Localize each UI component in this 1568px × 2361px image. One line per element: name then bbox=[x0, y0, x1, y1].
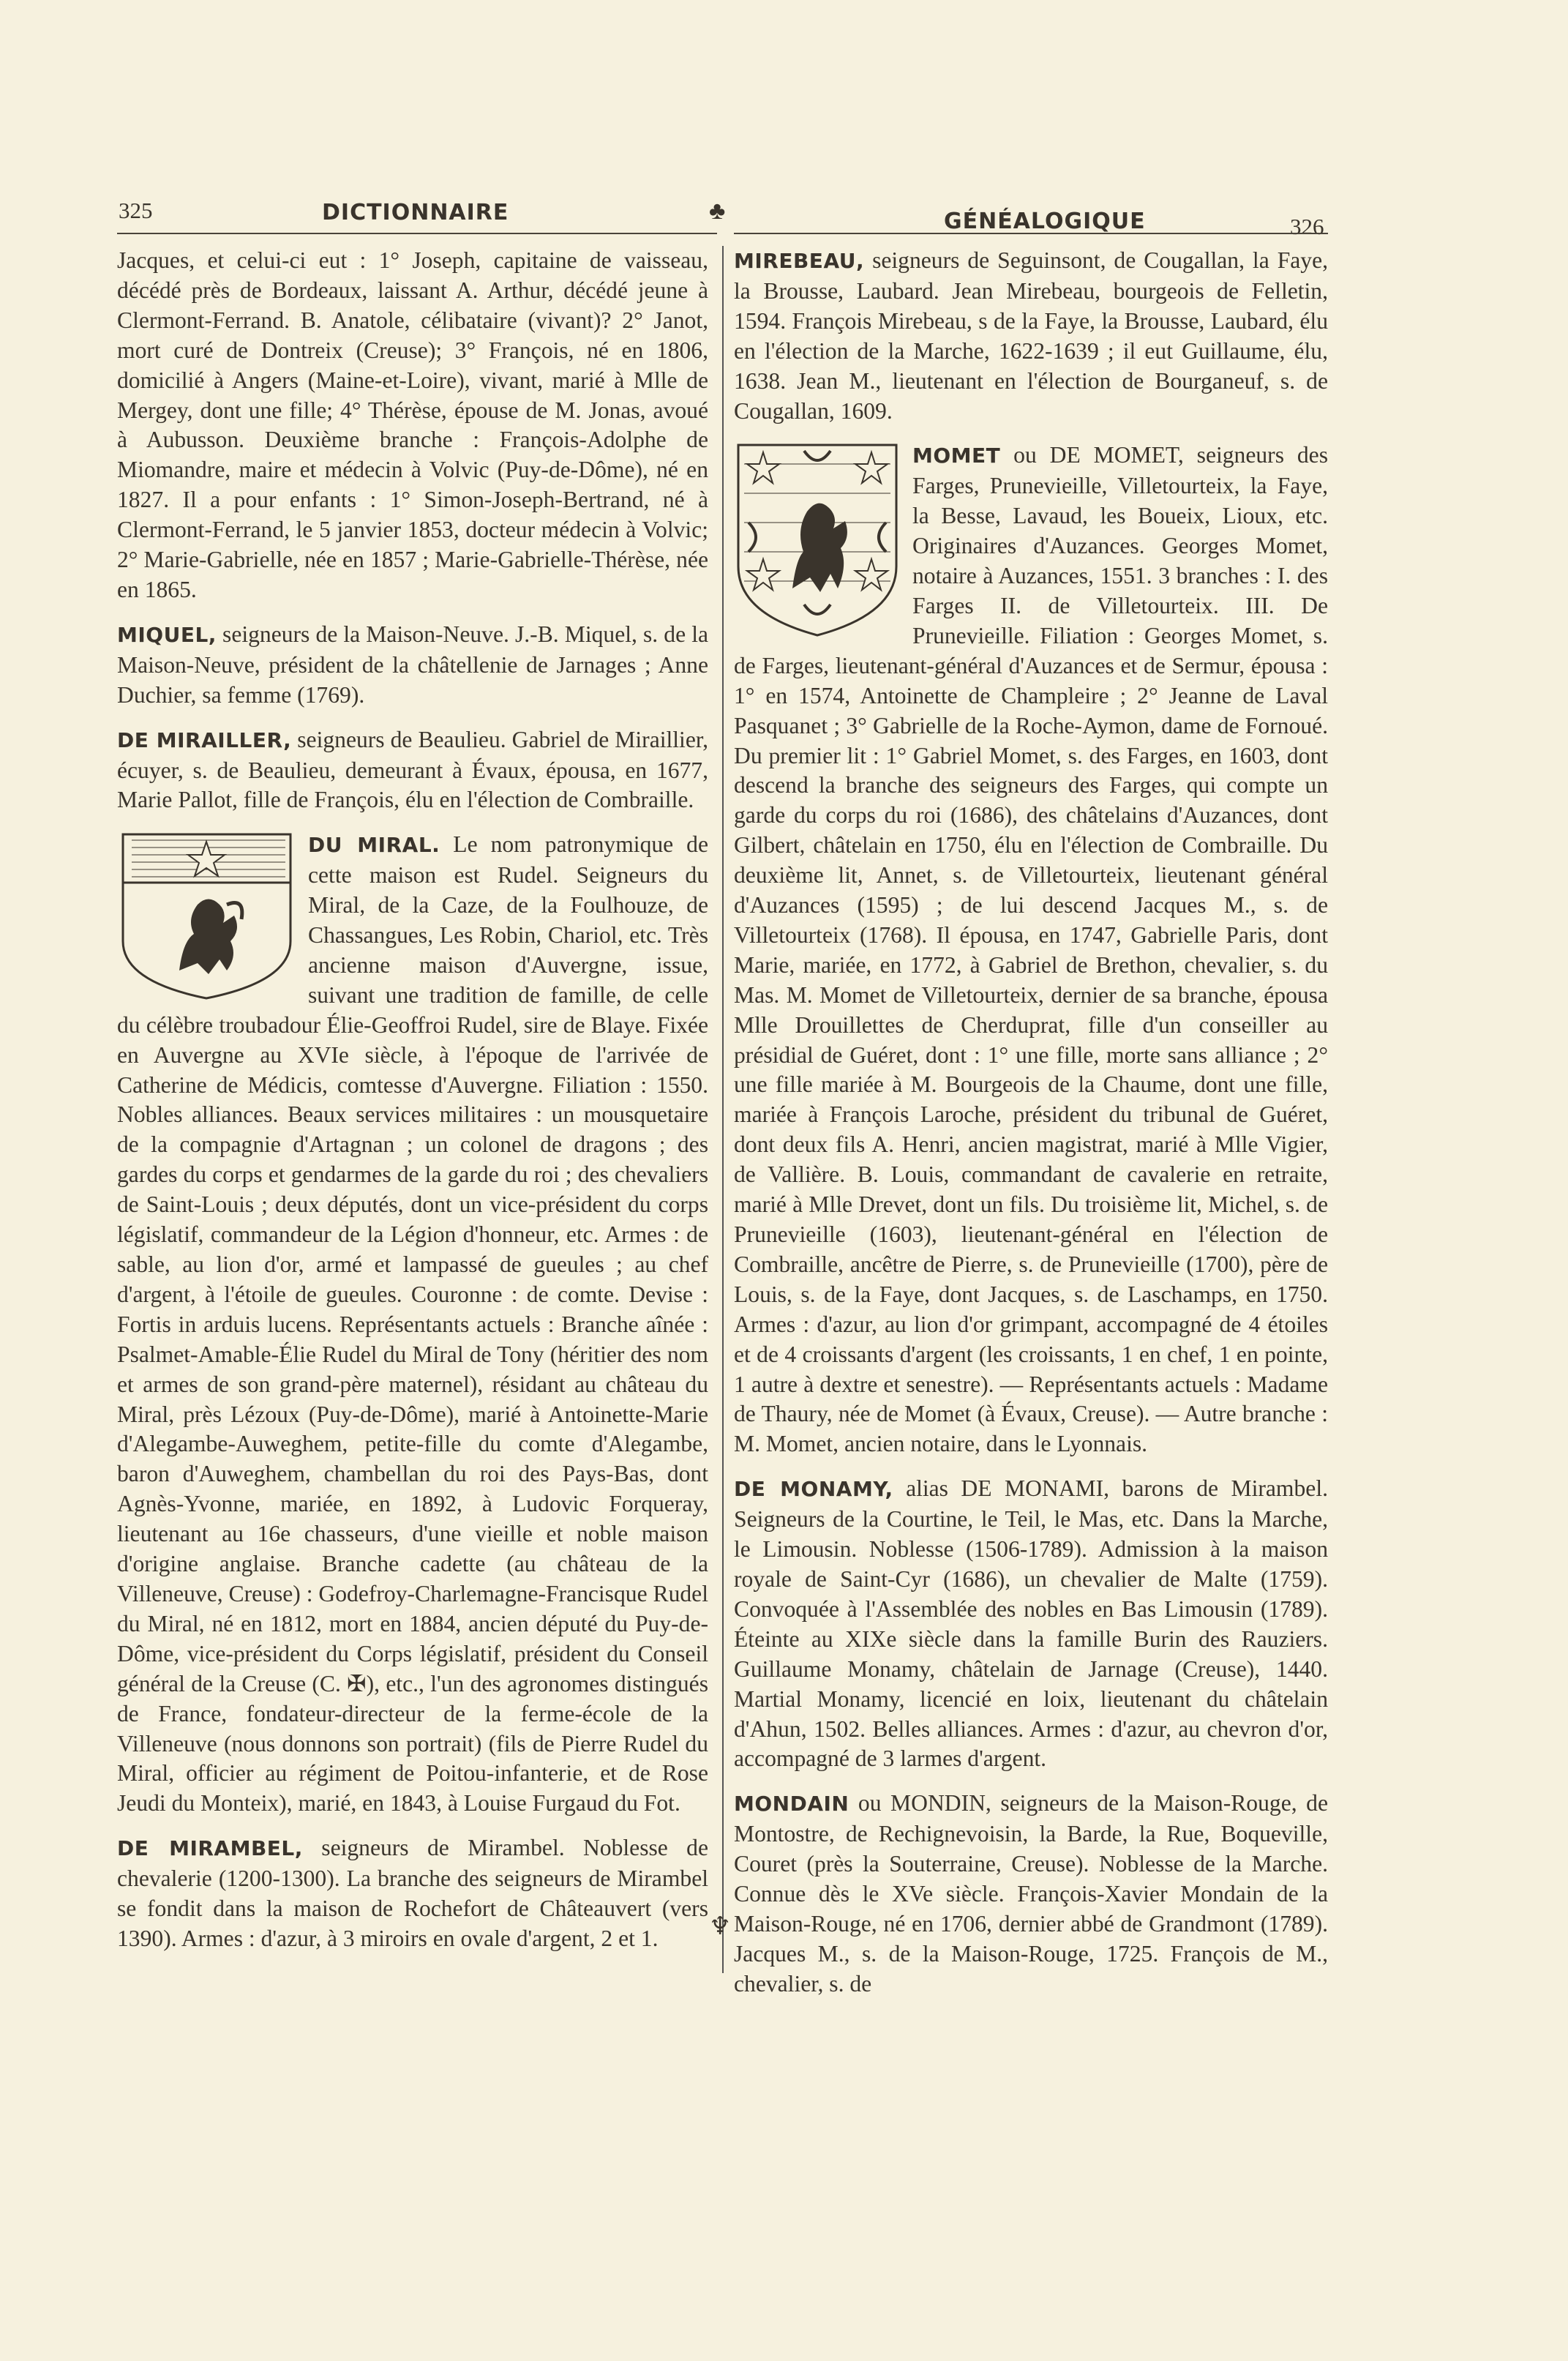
entry-name: MIREBEAU, bbox=[734, 249, 865, 273]
entry-de-mirambel bbox=[117, 1833, 708, 1954]
entry-name: DE MIRAMBEL, bbox=[117, 1836, 303, 1861]
entry-mondain bbox=[734, 1789, 1328, 1999]
entry-de-mirailler bbox=[117, 725, 708, 816]
bottom-ornament: ♆ bbox=[709, 1913, 732, 1940]
header-rule-left bbox=[117, 233, 717, 234]
coat-of-arms-momet bbox=[734, 442, 901, 638]
entry-name: DE MONAMY, bbox=[734, 1477, 893, 1502]
entry-mirebeau bbox=[734, 246, 1328, 426]
left-running-title: DICTIONNAIRE bbox=[322, 200, 509, 225]
entry-miomandre-continued bbox=[117, 246, 708, 605]
entry-text: ou DE MOMET, seigneurs des Farges, Prunevieille, Villetourteix, la Faye, la Besse, Lavaud, les Boueix, Lioux, etc. Originaires d'Auzances. Georges Momet, notaire à Auzances, 1551. 3 branches : I. des Farges II. de Villetourteix. III. De Prunevieille. Filiation : Georges Momet, s. de Farges, lieutenant-général d'Auzances et de Sermur, épousa : 1° en 1574, Antoinette de Champleire ; 2° Jeanne de Laval Pasquanet ; 3° Gabrielle de la Roche-Aymon, dame de Fornoué. Du premier lit : 1° Gabriel Momet, s. des Farges, en 1603, dont descend la branche des seigneurs des Farges, qui compte un garde du corps du roi (1686), des châtelains d'Auzances, dont Gilbert, châtelain en 1750, élu en l'élection de Combraille. Du deuxième lit, Annet, s. de Villetourteix, lieutenant général d'Auzances (1595) ; de lui descend Jacques M., s. de Villetourteix (1768). Il épousa, en 1747, Gabrielle Paris, dont Marie, mariée, en 1772, à Gabriel de Brethon, chevalier, s. du Mas. M. Momet de Villetourteix, dernier de sa branche, épousa Mlle Drouillettes de Cherduprat, fille d'un conseiller au présidial de Guéret, dont : 1° une fille, morte sans alliance ; 2° une fille mariée à M. Bourgeois de la Chaume, dont une fille, mariée à François Laroche, président du tribunal de Guéret, dont deux fils A. Henri, ancien magistrat, marié à Mlle Vigier, de Vallière. B. Louis, commandant de cavalerie en retraite, marié à Mlle Drevet, dont un fils. Du troisième lit, Michel, s. de Prunevieille (1603), lieutenant-général en l'élection de Combraille, ancêtre de Pierre, s. de Prunevieille (1700), père de Louis, s. de la Faye, dont Jacques, s. de Laschamps, en 1750. Armes : d'azur, au lion d'or grimpant, accompagné de 4 étoiles et de 4 croissants d'argent (les croissants, 1 en chef, 1 en pointe, 1 autre à dextre et senestre). — Représentants actuels : Madame de Thaury, née de Momet (à Évaux, Creuse). — Autre branche : M. Momet, ancien notaire, dans le Lyonnais. bbox=[734, 442, 1328, 1457]
entry-text: seigneurs de Mirambel. Noblesse de chevalerie (1200-1300). La branche des seigneurs de Mirambel se fondit dans la maison de Rochefort de Châteauvert (vers 1390). Armes : d'azur, à 3 miroirs en ovale d'argent, 2 et 1. bbox=[117, 1835, 708, 1951]
entry-name: MONDAIN bbox=[734, 1792, 849, 1816]
left-page-number: 325 bbox=[119, 198, 153, 223]
coat-of-arms-du-miral bbox=[117, 831, 296, 1001]
entry-momet bbox=[734, 441, 1328, 1459]
fleuron-ornament: ♣ bbox=[709, 198, 726, 225]
entry-name: MOMET bbox=[912, 444, 1001, 468]
entry-name: DU MIRAL. bbox=[308, 833, 440, 858]
entry-text: Le nom patronymique de cette maison est Rudel. Seigneurs du Miral, de la Caze, de la Foulhouze, de Chassangues, Les Robin, Chariol, etc. Très ancienne maison d'Auvergne, issue, suivant une tradition de famille, de celle du célèbre troubadour Élie-Geoffroi Rudel, sire de Blaye. Fixée en Auvergne au XVIe siècle, à l'époque de l'arrivée de Catherine de Médicis, comtesse d'Auvergne. Filiation : 1550. Nobles alliances. Beaux services militaires : un mousquetaire de la compagnie d'Artagnan ; un colonel de dragons ; des gardes du corps et gendarmes de la garde du roi ; des chevaliers de Saint-Louis ; deux députés, dont un vice-président du corps législatif, commandeur de la Légion d'honneur, etc. Armes : de sable, au lion d'or, armé et lampassé de gueules ; au chef d'argent, à l'étoile de gueules. Couronne : de comte. Devise : Fortis in arduis lucens. Représentants actuels : Branche aînée : Psalmet-Amable-Élie Rudel du Miral de Tony (héritier des nom et armes de son grand-père maternel), résidant au château du Miral, près Lézoux (Puy-de-Dôme), marié à Antoinette-Marie d'Alegambe-Auweghem, petite-fille du comte d'Alegambe, baron d'Auweghem, chambellan du roi des Pays-Bas, dont Agnès-Yvonne, mariée, en 1892, à Ludovic Forqueray, lieutenant au 16e chasseurs, d'une vieille et noble maison d'origine anglaise. Branche cadette (au château de la Villeneuve, Creuse) : Godefroy-Charlemagne-Francisque Rudel du Miral, né en 1812, mort en 1884, ancien député du Puy-de-Dôme, vice-président du Corps législatif, président du Conseil général de la Creuse (C. ✠), etc., l'un des agronomes distingués de France, fondateur-directeur de la ferme-école de la Villeneuve (nous donnons son portrait) (fils de Pierre Rudel du Miral, officier au régiment de Poitou-infanterie, et de Rose Jeudi du Monteix), marié, en 1843, à Louise Furgaud du Fot. bbox=[117, 831, 708, 1816]
left-column bbox=[117, 246, 708, 1954]
entry-miquel bbox=[117, 620, 708, 711]
entry-text: ou MONDIN, seigneurs de la Maison-Rouge, de Montostre, de Rechignevoisin, la Barde, la Rue, Boqueville, Couret (près la Souterraine, Creuse). Noblesse de la Marche. Connue dès le XVe siècle. François-Xavier Mondain de la Maison-Rouge, né en 1706, dernier abbé de Grandmont (1789). Jacques M., s. de la Maison-Rouge, 1725. François de M., chevalier, s. de bbox=[734, 1790, 1328, 1997]
entry-text: seigneurs de Seguinsont, de Cougallan, la Faye, la Brousse, Laubard. Jean Mirebeau, bourgeois de Felletin, 1594. François Mirebeau, s de la Faye, la Brousse, Laubard, élu en l'élection de la Marche, 1622-1639 ; il eut Guillaume, élu, 1638. Jean M., lieutenant en l'élection de Bourganeuf, s. de Cougallan, 1609. bbox=[734, 247, 1328, 424]
entry-de-monamy bbox=[734, 1474, 1328, 1774]
entry-du-miral bbox=[117, 830, 708, 1819]
header-rule-right bbox=[734, 233, 1328, 234]
entry-text: seigneurs de Beaulieu. Gabriel de Miraillier, écuyer, s. de Beaulieu, demeurant à Évaux, épousa, en 1677, Marie Pallot, fille de François, élu en l'élection de Combraille. bbox=[117, 726, 709, 813]
right-page-number: 326 bbox=[1290, 214, 1324, 239]
column-divider bbox=[722, 246, 724, 1973]
right-running-title: GÉNÉALOGIQUE bbox=[944, 209, 1146, 234]
entry-name: DE MIRAILLER, bbox=[117, 727, 292, 752]
entry-text: Jacques, et celui-ci eut : 1° Joseph, capitaine de vaisseau, décédé près de Bordeaux, laissant A. Arthur, décédé jeune à Clermont-Ferrand. B. Anatole, célibataire (vivant)? 2° Janot, mort curé de Dontreix (Creuse); 3° François, né en 1806, domicilié à Angers (Maine-et-Loire), vivant, marié à Mlle de Mergey, dont une fille; 4° Thérèse, épouse de M. Jonas, avoué à Aubusson. Deuxième branche : François-Adolphe de Miomandre, maire et médecin à Volvic (Puy-de-Dôme), né en 1827. Il a pour enfants : 1° Simon-Joseph-Bertrand, né à Clermont-Ferrand, le 5 janvier 1853, docteur médecin à Volvic; 2° Marie-Gabrielle, née en 1857 ; Marie-Gabrielle-Thérèse, née en 1865. bbox=[117, 247, 708, 602]
entry-text: alias DE MONAMI, barons de Mirambel. Seigneurs de la Courtine, le Teil, le Mas, etc. Dans la Marche, le Limousin. Noblesse (1506-1789). Admission à la maison royale de Saint-Cyr (1686), un chevalier de Malte (1759). Convoquée à l'Assemblée des nobles en Bas Limousin (1789). Éteinte au XIXe siècle dans la famille Burin des Rauziers. Guillaume Monamy, châtelain de Jarnage (Creuse), 1440. Martial Monamy, licencié en loix, lieutenant du châtelain d'Ahun, 1502. Belles alliances. Armes : d'azur, au chevron d'or, accompagné de 3 larmes d'argent. bbox=[734, 1475, 1328, 1772]
entry-name: MIQUEL, bbox=[117, 622, 217, 647]
entry-text: seigneurs de la Maison-Neuve. J.-B. Miquel, s. de la Maison-Neuve, président de la châtellenie de Jarnages ; Anne Duchier, sa femme (1769). bbox=[117, 621, 708, 708]
right-column bbox=[734, 246, 1328, 1999]
